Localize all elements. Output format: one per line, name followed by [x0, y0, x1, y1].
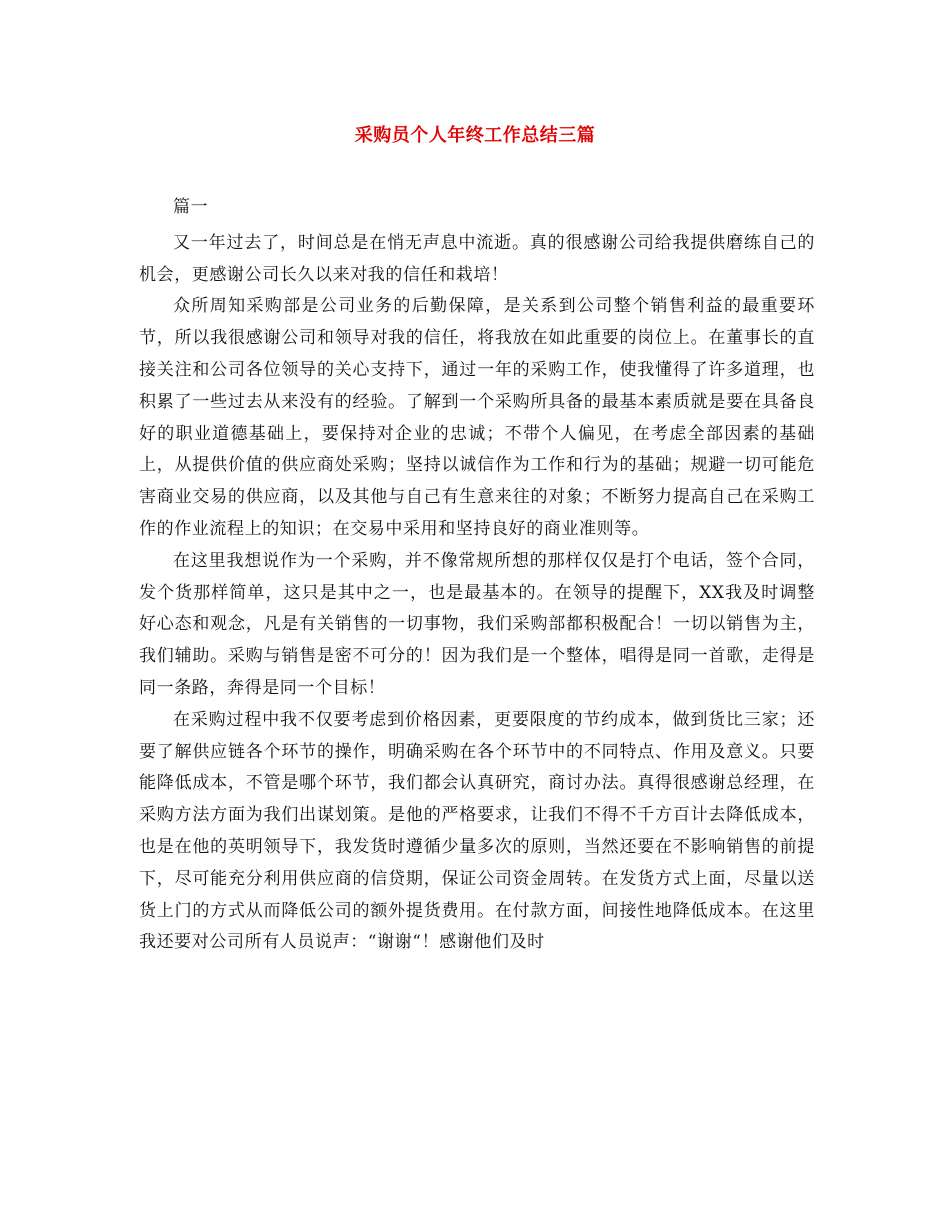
paragraph-2: 众所周知采购部是公司业务的后勤保障，是关系到公司整个销售利益的最重要环节，所以我很感谢公司和领导对我的信任，将我放在如此重要的岗位上。在董事长的直接关注和公司各位领导的关心支持下，通过一年的采购工作，使我懂得了许多道理，也积累了一些过去从来没有的经验。了解到一个采购所具备的最基本素质就是要在具备良好的职业道德基础上，要保持对企业的忠诚；不带个人偏见，在考虑全部因素的基础上，从提供价值的供应商处采购；坚持以诚信作为工作和行为的基础；规避一切可能危害商业交易的供应商，以及其他与自己有生意来往的对象；不断努力提高自己在采购工作的作业流程上的知识；在交易中采用和坚持良好的商业准则等。 — [139, 296, 815, 539]
paragraph-3: 在这里我想说作为一个采购，并不像常规所想的那样仅仅是打个电话，签个合同，发个货那样简单，这只是其中之一，也是最基本的。在领导的提醒下，XX我及时调整好心态和观念，凡是有关销售的一切事物，我们采购部都积极配合！一切以销售为主，我们辅助。采购与销售是密不可分的！因为我们是一个整体，唱得是同一首歌，走得是同一条路，奔得是同一个目标！ — [139, 550, 815, 698]
paragraph-4: 在采购过程中我不仅要考虑到价格因素，更要限度的节约成本，做到货比三家；还要了解供应链各个环节的操作，明确采购在各个环节中的不同特点、作用及意义。只要能降低成本，不管是哪个环节，我们都会认真研究，商讨办法。真得很感谢总经理，在采购方法方面为我们出谋划策。是他的严格要求，让我们不得不千方百计去降低成本，也是在他的英明领导下，我发货时遵循少量多次的原则，当然还要在不影响销售的前提下，尽可能充分利用供应商的信贷期，保证公司资金周转。在发货方式上面，尽量以送货上门的方式从而降低公司的额外提货费用。在付款方面，间接性地降低成本。在这里我还要对公司所有人员说声：“谢谢“！感谢他们及时 — [139, 709, 815, 953]
paragraph-1: 又一年过去了，时间总是在悄无声息中流逝。真的很感谢公司给我提供磨练自己的机会，更感谢公司长久以来对我的信任和栽培！ — [139, 232, 815, 285]
document-body — [139, 192, 815, 959]
section-label: 篇一 — [173, 197, 209, 217]
document-title: 采购员个人年终工作总结三篇 — [354, 125, 596, 146]
